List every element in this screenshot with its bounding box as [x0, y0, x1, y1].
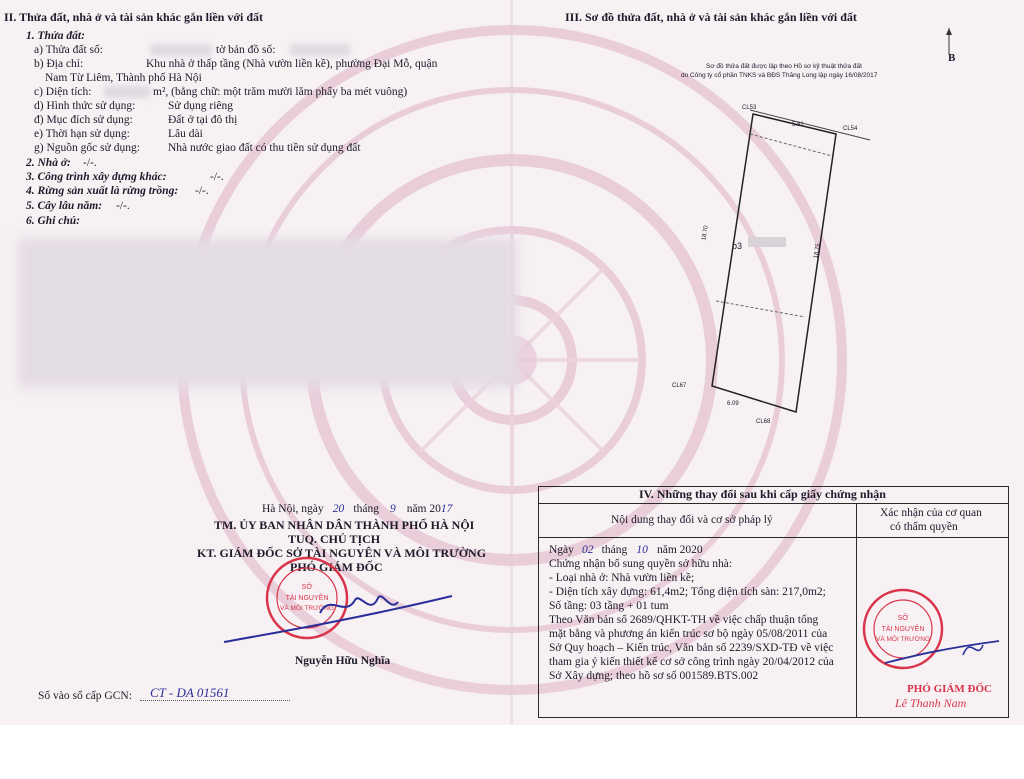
origin-value: Nhà nước giao đất có thu tiền sử dụng đất: [168, 142, 361, 154]
entry-year: năm 2020: [656, 544, 703, 556]
signature-left: [220, 578, 460, 648]
entry-line-8: tham gia ý kiến thiết kế cơ sở công trình ngày 20/04/2012 của: [549, 656, 834, 668]
area-label: c) Diện tích:: [34, 86, 92, 98]
changes-table: [538, 486, 1009, 718]
confirm-name: Lê Thanh Nam: [895, 696, 967, 710]
entry-month-label: tháng: [601, 544, 628, 556]
seal-right-top: SỞ: [897, 615, 909, 622]
use-term-value: Lâu dài: [168, 128, 203, 140]
origin-label: g) Nguồn gốc sử dụng:: [34, 142, 140, 154]
section2-item1-heading: 1. Thửa đất:: [26, 30, 85, 42]
corner-cl68: CL68: [756, 419, 771, 425]
diagram-note-line2: do Công ty cổ phần TNKS và BĐS Thăng Long lập ngày 16/08/2017: [681, 72, 878, 79]
north-label: B: [948, 52, 956, 64]
redacted-map-sheet: [290, 44, 350, 56]
setback-middle: [716, 301, 805, 317]
confirm-title: PHÓ GIÁM ĐỐC: [907, 683, 992, 695]
entry-month: 10: [636, 544, 648, 556]
signature-right: [879, 627, 1007, 677]
notes-heading: 6. Ghi chú:: [26, 215, 80, 227]
other-works-heading: 3. Công trình xây dựng khác:: [26, 171, 167, 183]
parcel-number-label: a) Thửa đất số:: [34, 44, 103, 56]
use-term-label: e) Thời hạn sử dụng:: [34, 128, 130, 140]
seal-right-mid1: TÀI NGUYÊN: [881, 626, 925, 633]
authority-line3: KT. GIÁM ĐỐC SỞ TÀI NGUYÊN VÀ MÔI TRƯỜNG: [197, 546, 487, 560]
entry-line-9: Sở Xây dựng; theo hồ sơ số 001589.BTS.002: [549, 670, 759, 682]
signer-name: Nguyễn Hữu Nghĩa: [295, 655, 391, 667]
dim-right: 18.75: [813, 243, 822, 259]
setback-top: [750, 134, 832, 156]
corner-cl67: CL67: [672, 383, 687, 389]
corner-cl53: CL53: [742, 105, 757, 111]
authority-line2: TUQ. CHỦ TỊCH: [288, 532, 381, 546]
entry-day: 02: [582, 544, 594, 556]
north-arrow-icon: [944, 26, 954, 56]
house-value: -/-.: [83, 157, 97, 169]
registry-underline: [140, 700, 290, 701]
year-label: năm 20: [406, 503, 441, 515]
entry-line-1: Chứng nhận bổ sung quyền sở hữu nhà:: [549, 558, 733, 570]
redacted-parcel-number: [150, 44, 212, 56]
perennial-value: -/-.: [116, 200, 130, 212]
section2-title: II. Thửa đất, nhà ở và tài sản khác gắn liền với đất: [4, 10, 264, 24]
date-month: 9: [389, 503, 396, 515]
area-value: m², (bằng chữ: một trăm mười lăm phẩy ba mét vuông): [153, 86, 408, 98]
dim-left: 18.70: [701, 225, 710, 241]
redacted-area: [18, 238, 518, 388]
table-title-row: [539, 487, 1008, 504]
redacted-area-value: [104, 86, 150, 98]
diagram-note-line1: Sơ đồ thửa đất được lập theo Hồ sơ kỹ thuật thửa đất: [706, 63, 862, 70]
registry-label: Số vào sổ cấp GCN:: [38, 690, 132, 702]
plot-outline: [712, 114, 836, 412]
plot-label: b3: [732, 241, 743, 251]
house-heading: 2. Nhà ở:: [26, 157, 71, 169]
map-sheet-label: tờ bản đồ số:: [216, 44, 276, 56]
authority-line4: PHÓ GIÁM ĐỐC: [290, 560, 383, 574]
entry-line-4: Số tầng: 03 tầng + 01 tum: [549, 600, 669, 612]
perennial-heading: 5. Cây lâu năm:: [26, 200, 103, 212]
forest-value: -/-.: [195, 185, 209, 197]
col-confirm-header-line2: có thẩm quyền: [890, 521, 958, 533]
entry-date-prefix: Ngày: [549, 544, 574, 556]
col-content-header: Nội dung thay đổi và cơ sở pháp lý: [611, 514, 773, 526]
entry-line-7: Sở Quy hoạch – Kiến trúc, Văn bản số 2239/SXD-TĐ về việc: [549, 642, 834, 654]
use-form-label: d) Hình thức sử dụng:: [34, 100, 136, 112]
table-column-divider: [856, 504, 857, 717]
date-prefix: Hà Nội, ngày: [262, 503, 324, 515]
col-confirm-header-line1: Xác nhận của cơ quan: [880, 507, 982, 519]
signing-date: [262, 502, 452, 516]
address-label: b) Địa chỉ:: [34, 58, 84, 70]
dim-top: 5.81: [792, 122, 804, 128]
entry-line-6: mặt bằng và phương án kiến trúc sơ bộ ngày 05/08/2011 của: [549, 628, 828, 640]
entry-line-3: - Diện tích xây dựng: 61,4m2; Tổng diện tích sàn: 217,0m2;: [549, 586, 826, 598]
section4-title: IV. Những thay đổi sau khi cấp giấy chứng nhận: [639, 487, 886, 501]
seal-right-mid2: VÀ MÔI TRƯỜNG: [876, 636, 930, 643]
redacted-plot-number: [748, 237, 786, 247]
section3-title: III. Sơ đồ thửa đất, nhà ở và tài sản khác gắn liền với đất: [565, 10, 857, 24]
plot-diagram: [600, 90, 900, 430]
entry-line-5: Theo Văn bản số 2689/QHKT-TH về việc chấp thuận tổng: [549, 614, 819, 626]
registry-value: CT - DA 01561: [150, 685, 230, 700]
address-value-line1: Khu nhà ở thấp tầng (Nhà vườn liền kề), phường Đại Mỗ, quận: [146, 58, 438, 70]
seal-left-mid1: TÀI NGUYÊN: [285, 595, 329, 602]
other-works-value: -/-.: [210, 171, 224, 183]
authority-line1: TM. ỦY BAN NHÂN DÂN THÀNH PHỐ HÀ NỘI: [214, 518, 475, 532]
date-year: 17: [440, 503, 453, 515]
corner-cl54: CL54: [843, 126, 858, 132]
address-value-line2: Nam Từ Liêm, Thành phố Hà Nội: [45, 72, 202, 84]
seal-left-mid2: VÀ MÔI TRƯỜNG: [280, 605, 334, 612]
use-purpose-value: Đất ở tại đô thị: [168, 114, 238, 126]
seal-left-top: SỞ: [301, 584, 313, 591]
bottom-margin: [0, 725, 1024, 779]
use-purpose-label: đ) Mục đích sử dụng:: [34, 114, 133, 126]
use-form-value: Sử dụng riêng: [168, 100, 234, 112]
dim-bottom: 6.09: [727, 401, 739, 407]
date-day: 20: [332, 503, 345, 515]
month-label: tháng: [353, 503, 379, 515]
table-header-row: [539, 504, 1008, 538]
entry-line-2: - Loại nhà ở: Nhà vườn liền kề;: [549, 572, 695, 584]
entry-date: [549, 544, 703, 558]
forest-heading: 4. Rừng sản xuất là rừng trồng:: [26, 185, 179, 197]
